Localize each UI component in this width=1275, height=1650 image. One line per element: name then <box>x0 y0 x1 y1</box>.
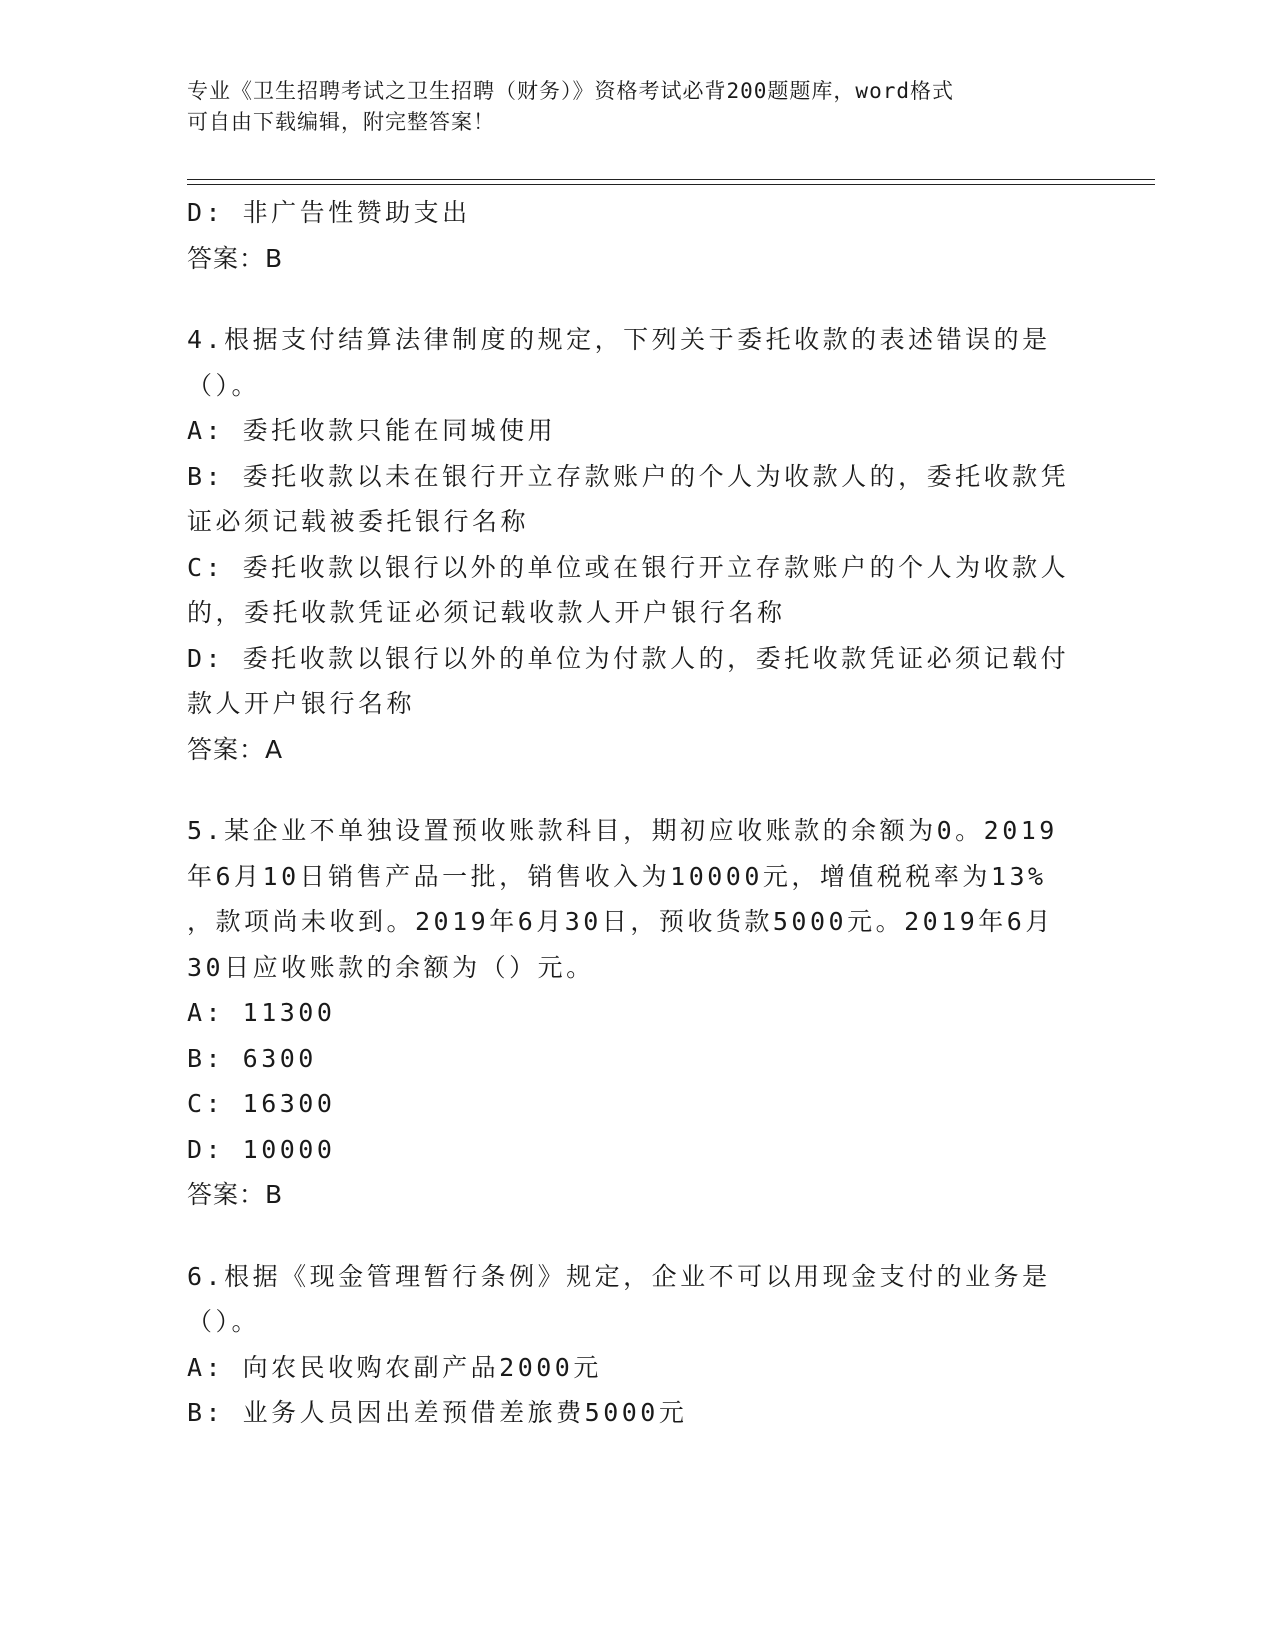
question-gap <box>187 281 1087 317</box>
question-stem: （）。 <box>187 370 261 400</box>
question-list <box>187 190 1087 1436</box>
option-d: D: 委托收款以银行以外的单位为付款人的，委托收款凭证必须记载付 <box>187 643 1070 673</box>
option-b: B: 委托收款以未在银行开立存款账户的个人为收款人的，委托收款凭 <box>187 461 1070 491</box>
option-d: D: 非广告性赞助支出 <box>187 198 471 227</box>
question-stem: 30日应收账款的余额为（）元。 <box>187 952 595 982</box>
question-6 <box>187 1254 1087 1436</box>
option-a: A: 委托收款只能在同城使用 <box>187 416 557 445</box>
header-divider-top <box>187 179 1155 180</box>
question-stem: 年6月10日销售产品一批，销售收入为10000元，增值税税率为13% <box>187 861 1047 891</box>
question-stem: 5.某企业不单独设置预收账款科目，期初应收账款的余额为0。2019 <box>187 816 1058 845</box>
question-gap <box>187 1218 1087 1254</box>
option-a: A: 向农民收购农副产品2000元 <box>187 1352 602 1382</box>
document-header <box>187 76 1067 138</box>
option-d: D: 10000 <box>187 1134 336 1164</box>
option-c: 的，委托收款凭证必须记载收款人开户银行名称 <box>187 598 786 627</box>
option-a: A: 11300 <box>187 998 336 1027</box>
question-stem: 4.根据支付结算法律制度的规定，下列关于委托收款的表述错误的是 <box>187 325 1051 354</box>
question-stem: （）。 <box>187 1307 261 1336</box>
option-b: B: 6300 <box>187 1043 317 1073</box>
question-gap <box>187 772 1087 808</box>
header-line-2: 可自由下载编辑，附完整答案！ <box>187 110 495 134</box>
question-4 <box>187 317 1087 772</box>
header-line-1: 专业《卫生招聘考试之卫生招聘（财务）》资格考试必背200题题库，word格式 <box>187 79 954 103</box>
question-stem: 6.根据《现金管理暂行条例》规定，企业不可以用现金支付的业务是 <box>187 1261 1051 1291</box>
question-stem: ，款项尚未收到。2019年6月30日，预收货款5000元。2019年6月 <box>187 907 1054 936</box>
option-c: C: 16300 <box>187 1089 336 1118</box>
option-b: B: 业务人员因出差预借差旅费5000元 <box>187 1398 688 1427</box>
answer: 答案：B <box>187 1180 284 1209</box>
answer: 答案：B <box>187 243 284 273</box>
header-divider-bottom <box>187 184 1155 185</box>
question-3 <box>187 190 1087 281</box>
question-5 <box>187 808 1087 1218</box>
answer: 答案：A <box>187 734 284 764</box>
option-b: 证必须记载被委托银行名称 <box>187 507 530 536</box>
option-c: C: 委托收款以银行以外的单位或在银行开立存款账户的个人为收款人 <box>187 552 1070 582</box>
option-d: 款人开户银行名称 <box>187 689 416 718</box>
